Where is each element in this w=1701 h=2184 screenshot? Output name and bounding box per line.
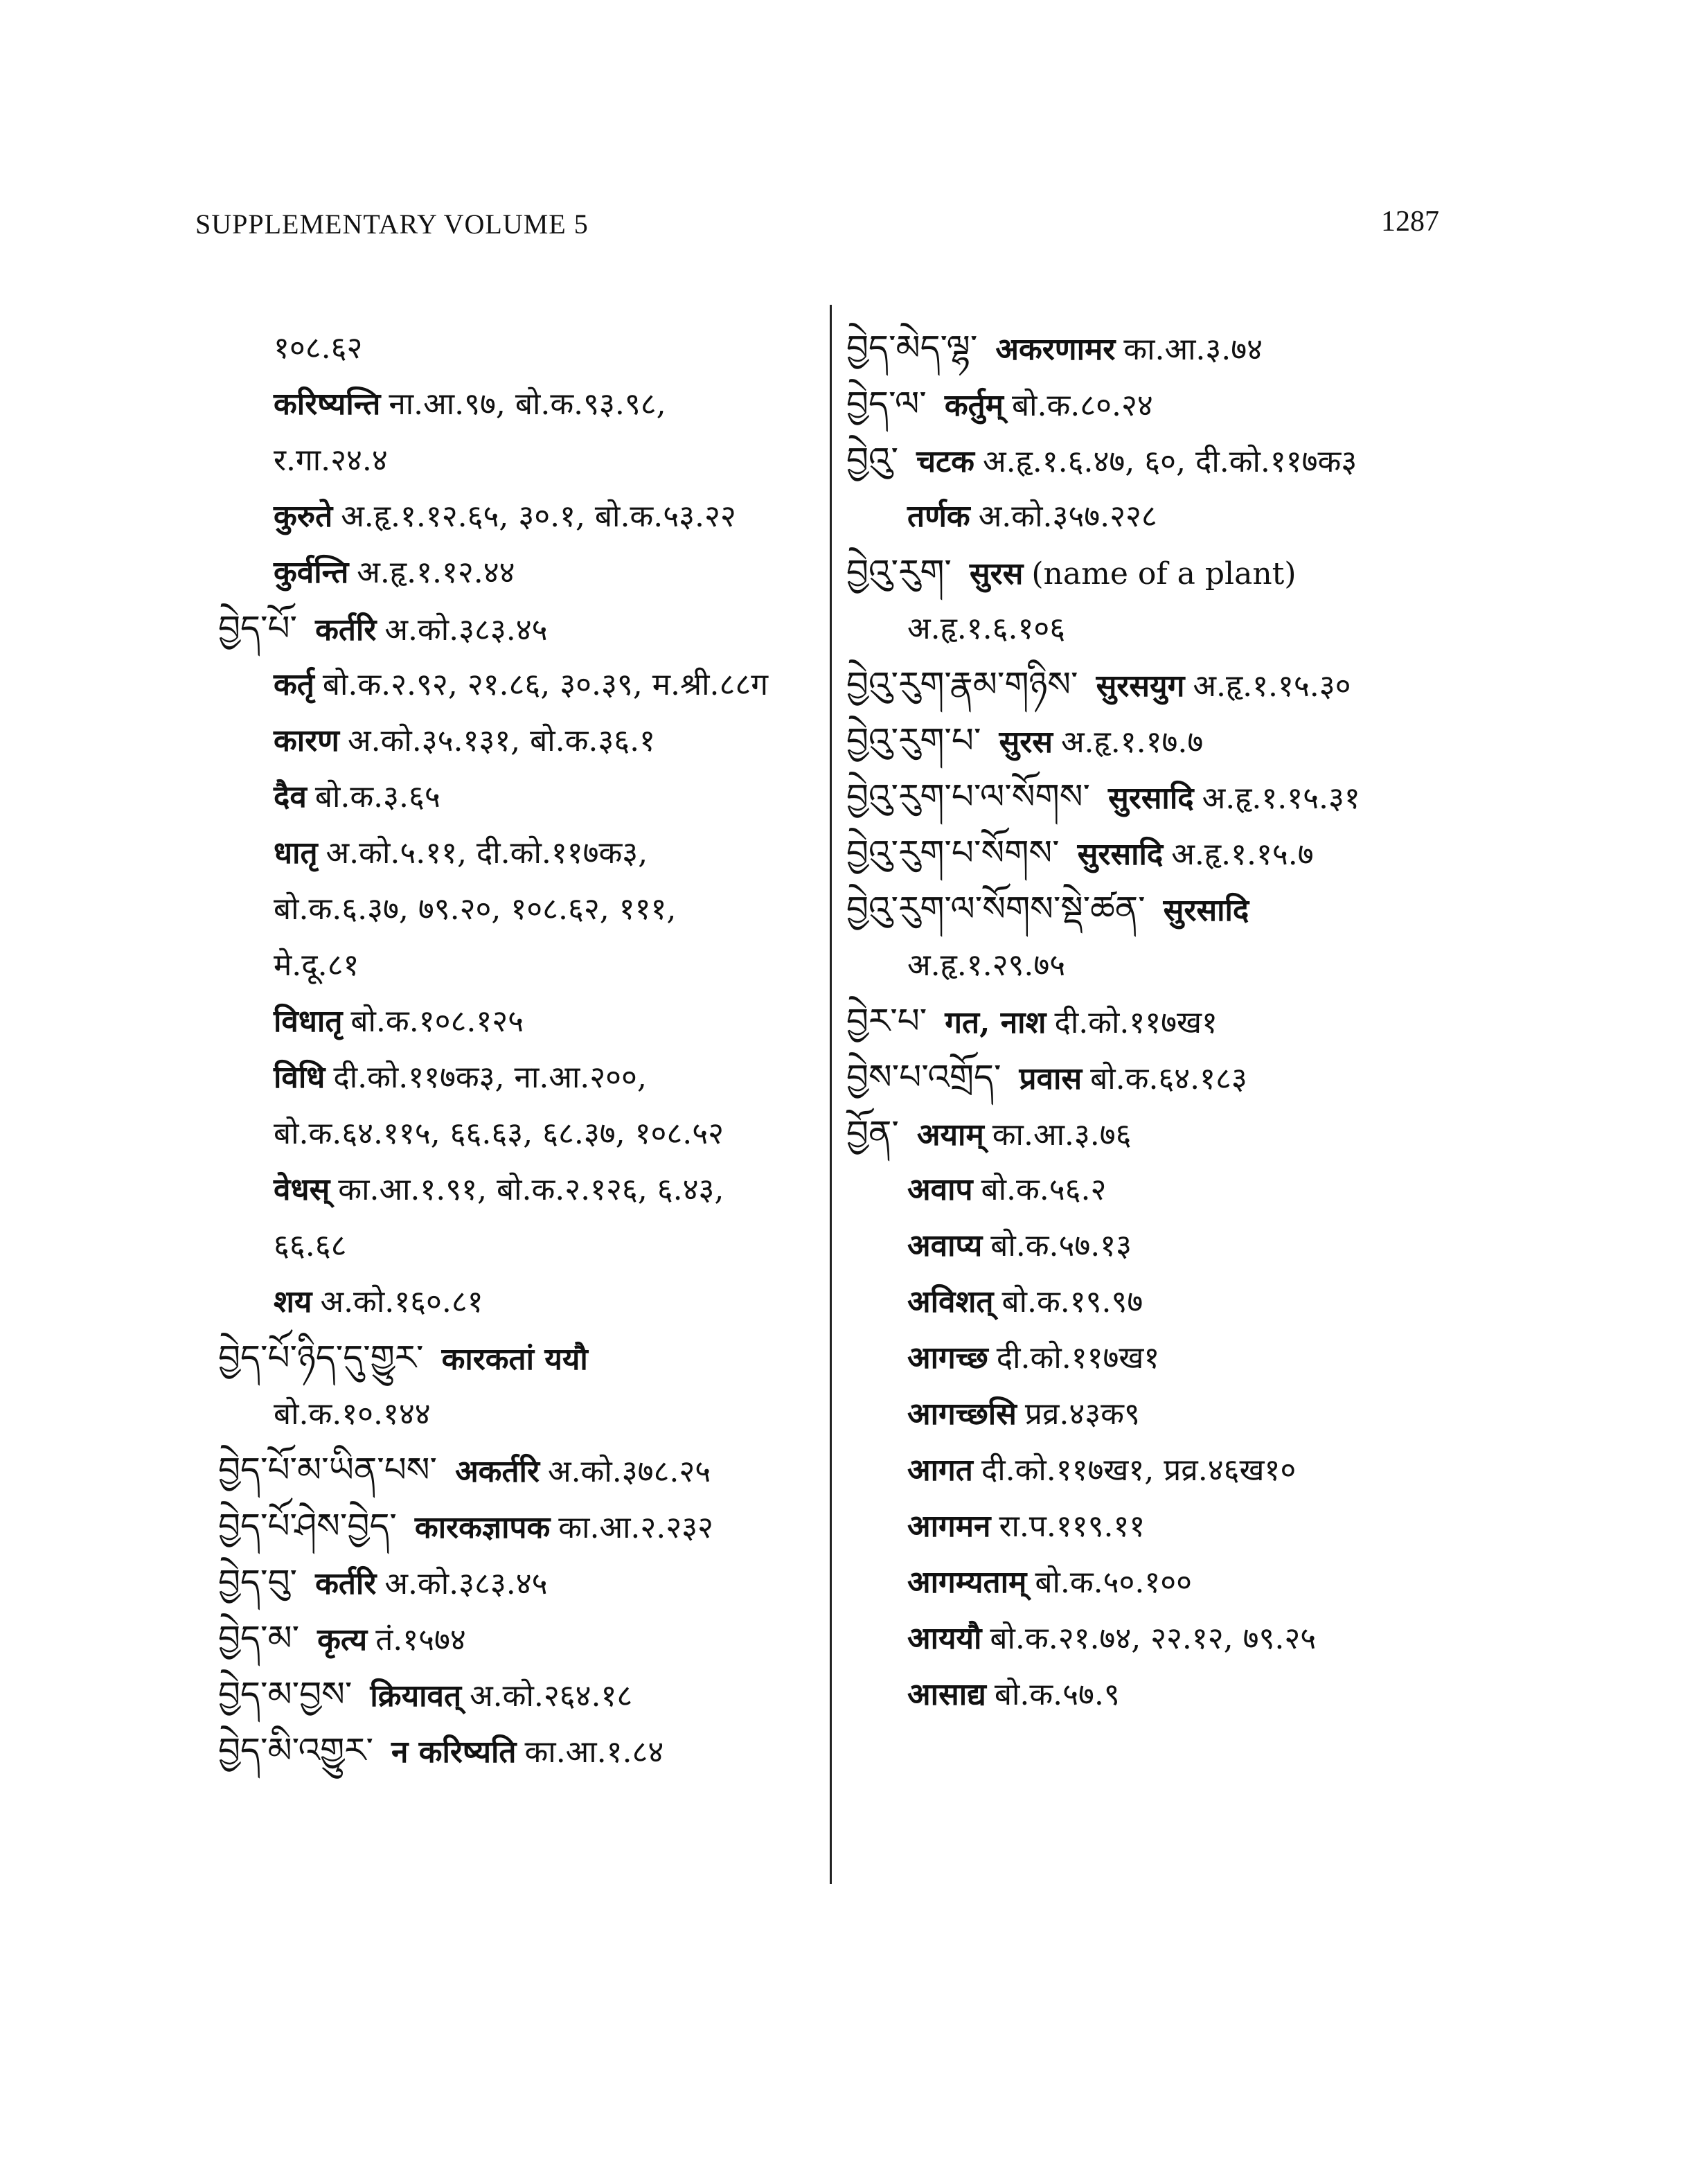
dictionary-headword-line xyxy=(218,601,814,657)
sanskrit-equivalent: अवाप्य xyxy=(907,1228,983,1263)
sanskrit-equivalent: तर्णक xyxy=(907,499,970,534)
sanskrit-equivalent: कारकज्ञापक xyxy=(414,1510,551,1545)
sanskrit-equivalent: चटक xyxy=(916,444,974,479)
dictionary-sense-line xyxy=(846,488,1664,544)
dictionary-sense-line xyxy=(218,544,814,601)
sanskrit-equivalent: कृत्य xyxy=(317,1622,368,1658)
dictionary-sense-line xyxy=(218,769,814,825)
sanskrit-equivalent: वेधस् xyxy=(274,1172,330,1207)
sanskrit-equivalent: सुरस xyxy=(969,556,1024,592)
right-column xyxy=(846,320,1664,1723)
source-reference: बो.क.८०.२४ xyxy=(1012,388,1153,423)
dictionary-headword-line xyxy=(846,544,1664,601)
source-reference: बो.क.३.६५ xyxy=(314,779,440,815)
source-reference: अ.हृ.१.६.४७, ६०, दी.को.११७क३ xyxy=(982,444,1357,479)
sanskrit-equivalent: कुरुते xyxy=(274,499,333,534)
dictionary-sense-line xyxy=(846,1162,1664,1218)
source-reference: बो.क.१९.९७ xyxy=(1001,1284,1143,1320)
source-reference: का.आ.१.८४ xyxy=(524,1734,664,1770)
sanskrit-equivalent: आगत xyxy=(907,1453,973,1488)
sanskrit-equivalent: क्रियावत् xyxy=(370,1678,462,1714)
source-reference: रा.प.११९.११ xyxy=(999,1509,1146,1544)
source-reference: बो.क.५७.९ xyxy=(994,1677,1120,1712)
tibetan-headword: བྱེད་མེད་ལྷ་ xyxy=(846,328,978,368)
sanskrit-equivalent: अयाम् xyxy=(916,1117,984,1153)
dictionary-headword-line xyxy=(846,993,1664,1049)
dictionary-sense-line xyxy=(846,1386,1664,1442)
sanskrit-equivalent: प्रवास xyxy=(1019,1061,1083,1097)
source-reference: दी.को.११७क३, ना.आ.२००, xyxy=(333,1060,647,1095)
tibetan-headword: བྱེད་པོ་ xyxy=(218,608,298,648)
tibetan-headword: བྱེད་མ་བྱས་ xyxy=(218,1674,353,1714)
tibetan-headword: བྱེད་མ་ xyxy=(218,1618,300,1658)
tibetan-headword: བྱེས་པ་འགྲོད་ xyxy=(846,1057,1001,1097)
sanskrit-equivalent: कारकतां ययौ xyxy=(441,1342,588,1377)
source-reference: का.आ.२.२३२ xyxy=(558,1510,713,1545)
tibetan-headword: བྱེའུ་རུག་ལ་སོགས་སྡེ་ཚན་ xyxy=(846,889,1146,929)
source-reference: र.गा.२४.४ xyxy=(274,443,388,478)
dictionary-sense-line xyxy=(218,320,814,376)
running-title: SUPPLEMENTARY VOLUME 5 xyxy=(195,208,589,240)
tibetan-headword: བྱེའུ་རུག་པ་ལ་སོགས་ xyxy=(846,776,1090,817)
sanskrit-equivalent: गत, नाश xyxy=(945,1005,1047,1040)
tibetan-headword: བྱེད་བུ་ xyxy=(218,1562,298,1602)
source-reference: का.आ.३.७४ xyxy=(1123,332,1263,367)
dictionary-headword-line xyxy=(846,713,1664,769)
source-reference: बो.क.५६.२ xyxy=(981,1172,1107,1207)
source-reference: ६६.६८ xyxy=(274,1228,347,1263)
sanskrit-equivalent: अवाप xyxy=(907,1172,973,1207)
column-divider xyxy=(830,305,832,1884)
tibetan-headword: བྱེའུ་རུག་པ་སོགས་ xyxy=(846,833,1060,873)
dictionary-headword-line xyxy=(218,1442,814,1498)
source-reference: १०८.६२ xyxy=(274,330,363,366)
sanskrit-equivalent: न करिष्यति xyxy=(391,1734,517,1770)
sanskrit-equivalent: शय xyxy=(274,1284,312,1320)
dictionary-sense-line xyxy=(218,713,814,769)
sanskrit-equivalent: कर्तरि xyxy=(315,1566,377,1601)
source-reference: बो.क.१०.१४४ xyxy=(274,1396,431,1432)
sanskrit-equivalent: सुरस xyxy=(999,725,1053,760)
source-reference: ना.आ.९७, बो.क.९३.९८, xyxy=(389,387,666,422)
sanskrit-equivalent: कुर्वन्ति xyxy=(274,555,349,590)
dictionary-sense-line xyxy=(846,1610,1664,1667)
source-reference: अ.हृ.१.२९.७५ xyxy=(907,948,1066,983)
source-reference: का.आ.३.७६ xyxy=(992,1117,1132,1153)
sanskrit-equivalent: आगमन xyxy=(907,1509,991,1544)
source-reference: अ.हृ.१.६.१०६ xyxy=(907,611,1066,646)
source-reference: अ.हृ.१.१२.६५, ३०.१, बो.क.५३.२२ xyxy=(341,499,736,534)
source-reference: बो.क.६४.१८३ xyxy=(1090,1061,1247,1097)
source-reference: दी.को.११७ख१ xyxy=(996,1340,1160,1376)
source-reference: बो.क.६४.११५, ६६.६३, ६८.३७, १०८.५२ xyxy=(274,1116,724,1151)
sanskrit-equivalent: कर्तुम् xyxy=(944,388,1004,423)
dictionary-headword-line xyxy=(846,769,1664,825)
sanskrit-equivalent: अकरणामर xyxy=(995,332,1116,367)
source-reference: बो.क.५०.१०० xyxy=(1035,1565,1193,1600)
source-reference: अ.को.२६४.१८ xyxy=(470,1678,633,1714)
dictionary-sense-line xyxy=(218,993,814,1049)
dictionary-headword-line xyxy=(218,1330,814,1386)
tibetan-headword: བྱེའུ་རུག་པ་ xyxy=(846,720,981,761)
tibetan-headword: བྱེའུ་རུག་རྣམ་གཉིས་ xyxy=(846,664,1078,704)
source-reference: मे.दू.८१ xyxy=(274,948,359,983)
source-reference: अ.को.१६०.८१ xyxy=(320,1284,483,1320)
source-reference: बो.क.२१.७४, २२.१२, ७९.२५ xyxy=(990,1621,1317,1656)
sanskrit-equivalent: अकर्तरि xyxy=(455,1454,540,1489)
dictionary-headword-line xyxy=(218,1723,814,1779)
dictionary-headword-line xyxy=(846,657,1664,713)
dictionary-sense-line xyxy=(846,937,1664,993)
left-column xyxy=(218,320,814,1779)
source-reference: अ.को.५.११, दी.को.११७क३, xyxy=(326,835,648,871)
dictionary-headword-line xyxy=(218,1667,814,1723)
dictionary-sense-line xyxy=(218,1106,814,1162)
tibetan-headword: བྱེད་པོ་མ་ཡིན་པས་ xyxy=(218,1450,438,1490)
source-reference: प्रव्र.४३क९ xyxy=(1024,1396,1140,1432)
dictionary-sense-line xyxy=(218,488,814,544)
sanskrit-equivalent: करिष्यन्ति xyxy=(274,387,381,422)
dictionary-headword-line xyxy=(846,825,1664,881)
sanskrit-equivalent: कर्तरि xyxy=(315,612,377,648)
dictionary-headword-line xyxy=(846,1049,1664,1106)
dictionary-headword-line xyxy=(218,1554,814,1610)
dictionary-headword-line xyxy=(846,432,1664,488)
tibetan-headword: བྱེར་པ་ xyxy=(846,1001,927,1041)
source-reference: अ.को.३८३.४५ xyxy=(384,612,548,648)
dictionary-sense-line xyxy=(218,1274,814,1330)
source-reference: बो.क.५७.१३ xyxy=(990,1228,1132,1263)
sanskrit-equivalent: सुरसादि xyxy=(1163,893,1249,928)
source-reference: अ.को.३५.१३१, बो.क.३६.१ xyxy=(348,723,656,758)
dictionary-headword-line xyxy=(846,320,1664,376)
dictionary-headword-line xyxy=(218,1498,814,1554)
sanskrit-equivalent: विधि xyxy=(274,1060,326,1095)
source-reference: अ.हृ.१.१५.३१ xyxy=(1202,781,1360,816)
dictionary-headword-line xyxy=(846,881,1664,937)
sanskrit-equivalent: सुरसादि xyxy=(1107,781,1194,816)
tibetan-headword: བྱེའུ་རུག་ xyxy=(846,552,952,592)
dictionary-sense-line xyxy=(846,1442,1664,1498)
source-reference: (name of a plant) xyxy=(1031,556,1297,592)
dictionary-sense-line xyxy=(218,657,814,713)
dictionary-sense-line xyxy=(218,1218,814,1274)
sanskrit-equivalent: कारण xyxy=(274,723,339,758)
source-reference: अ.हृ.१.१५.३० xyxy=(1193,668,1351,704)
source-reference: अ.हृ.१.१२.४४ xyxy=(357,555,515,590)
dictionary-headword-line xyxy=(846,1106,1664,1162)
sanskrit-equivalent: विधातृ xyxy=(274,1004,343,1039)
source-reference: का.आ.१.९१, बो.क.२.१२६, ६.४३, xyxy=(338,1172,724,1207)
tibetan-headword: བྱེད་པོ་ཤེས་བྱེད་ xyxy=(218,1506,397,1546)
dictionary-sense-line xyxy=(846,1554,1664,1610)
source-reference: दी.को.११७ख१, प्रव्र.४६ख१० xyxy=(981,1453,1297,1488)
dictionary-sense-line xyxy=(218,825,814,881)
tibetan-headword: བྱེད་མི་འགྱུར་ xyxy=(218,1730,373,1770)
dictionary-sense-line xyxy=(218,432,814,488)
source-reference: अ.को.३७८.२५ xyxy=(547,1454,711,1489)
dictionary-headword-line xyxy=(846,376,1664,432)
dictionary-sense-line xyxy=(218,881,814,937)
tibetan-headword: བྱེའུ་ xyxy=(846,440,899,480)
source-reference: अ.हृ.१.१५.७ xyxy=(1171,837,1314,872)
dictionary-sense-line xyxy=(218,376,814,432)
source-reference: तं.१५७४ xyxy=(375,1622,466,1658)
sanskrit-equivalent: आगच्छसि xyxy=(907,1396,1017,1432)
source-reference: बो.क.२.९२, २१.८६, ३०.३९, म.श्री.८८ग xyxy=(322,667,769,702)
dictionary-sense-line xyxy=(846,1218,1664,1274)
source-reference: अ.को.३५७.२२८ xyxy=(978,499,1157,534)
dictionary-sense-line xyxy=(846,1667,1664,1723)
tibetan-headword: བྱེད་པོ་ཉིད་དུ་གྱུར་ xyxy=(218,1338,424,1378)
sanskrit-equivalent: सुरसयुग xyxy=(1096,668,1185,704)
dictionary-sense-line xyxy=(218,1162,814,1218)
dictionary-sense-line xyxy=(846,1330,1664,1386)
tibetan-headword: བྱེད་ལ་ xyxy=(846,384,927,424)
dictionary-headword-line xyxy=(218,1610,814,1667)
sanskrit-equivalent: आसाद्य xyxy=(907,1677,986,1712)
dictionary-sense-line xyxy=(218,937,814,993)
sanskrit-equivalent: दैव xyxy=(274,779,307,815)
sanskrit-equivalent: अविशत् xyxy=(907,1284,994,1320)
dictionary-sense-line xyxy=(218,1386,814,1442)
source-reference: अ.को.३८३.४५ xyxy=(384,1566,548,1601)
source-reference: बो.क.६.३७, ७९.२०, १०८.६२, १११, xyxy=(274,891,677,927)
source-reference: बो.क.१०८.१२५ xyxy=(350,1004,524,1039)
source-reference: दी.को.११७ख१ xyxy=(1054,1005,1218,1040)
sanskrit-equivalent: आगम्यताम् xyxy=(907,1565,1027,1600)
sanskrit-equivalent: धातृ xyxy=(274,835,318,871)
sanskrit-equivalent: कर्तृ xyxy=(274,667,314,702)
sanskrit-equivalent: सुरसादि xyxy=(1077,837,1164,872)
tibetan-headword: བྱོན་ xyxy=(846,1113,899,1153)
source-reference: अ.हृ.१.१७.७ xyxy=(1060,725,1204,760)
sanskrit-equivalent: आगच्छ xyxy=(907,1340,988,1376)
dictionary-sense-line xyxy=(846,1498,1664,1554)
sanskrit-equivalent: आययौ xyxy=(907,1621,982,1656)
dictionary-sense-line xyxy=(846,1274,1664,1330)
dictionary-sense-line xyxy=(218,1049,814,1106)
page-number: 1287 xyxy=(1381,206,1439,238)
dictionary-sense-line xyxy=(846,601,1664,657)
